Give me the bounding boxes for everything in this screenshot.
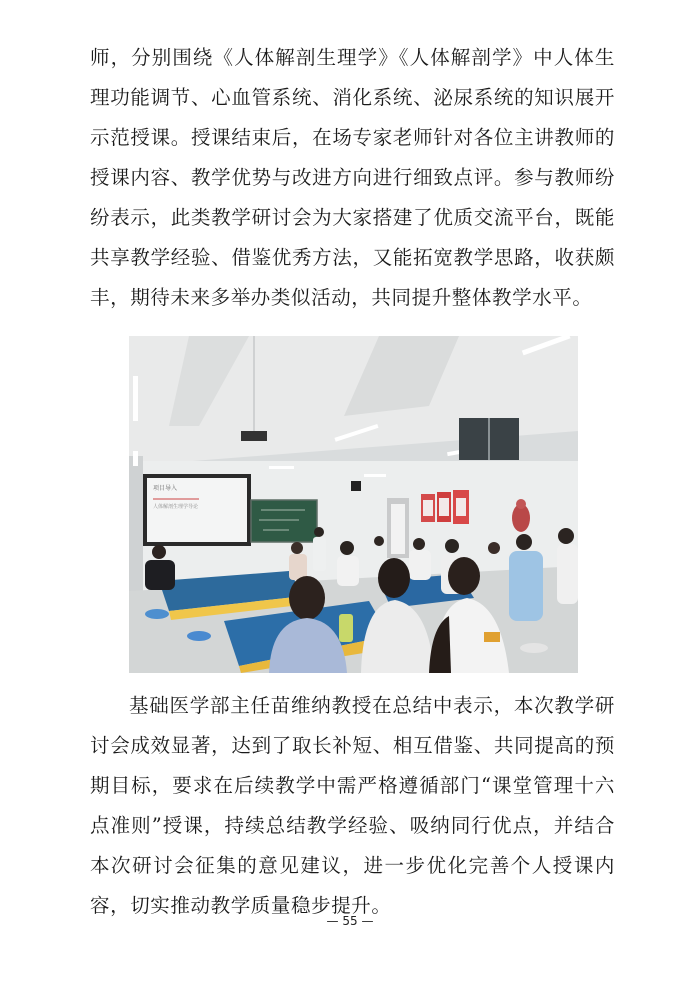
body-paragraph-1: 师，分别围绕《人体解剖生理学》《人体解剖学》中人体生理功能调节、心血管系统、消化系统、泌尿系统的知识展开示范授课。授课结束后，在场专家老师针对各位主讲教师的授课内容、教学优势与改进方向进行细致点评。参与教师纷纷表示，此类教学研讨会为大家搭建了优质交流平台，既能共享教学经验、借鉴优秀方法，又能拓宽教学思路，收获颇丰，期待未来多举办类似活动，共同提升整体教学水平。 — [90, 46, 615, 309]
body-paragraph-2: 基础医学部主任苗维纳教授在总结中表示，本次教学研讨会成效显著，达到了取长补短、相互借鉴、共同提高的预期目标，要求在后续教学中需严格遵循部门“课堂管理十六点准则”授课，持续总结教学经验、吸纳同行优点，并结合本次研讨会征集的意见建议，进一步优化完善个人授课内容，切实推动教学质量稳步提升。 — [90, 694, 615, 917]
classroom-photo — [129, 336, 578, 673]
slide-title: 项目导入 — [153, 485, 178, 492]
page-number: — 55 — — [326, 914, 374, 928]
slide-line: 人体解剖生理学导论 — [153, 504, 199, 510]
